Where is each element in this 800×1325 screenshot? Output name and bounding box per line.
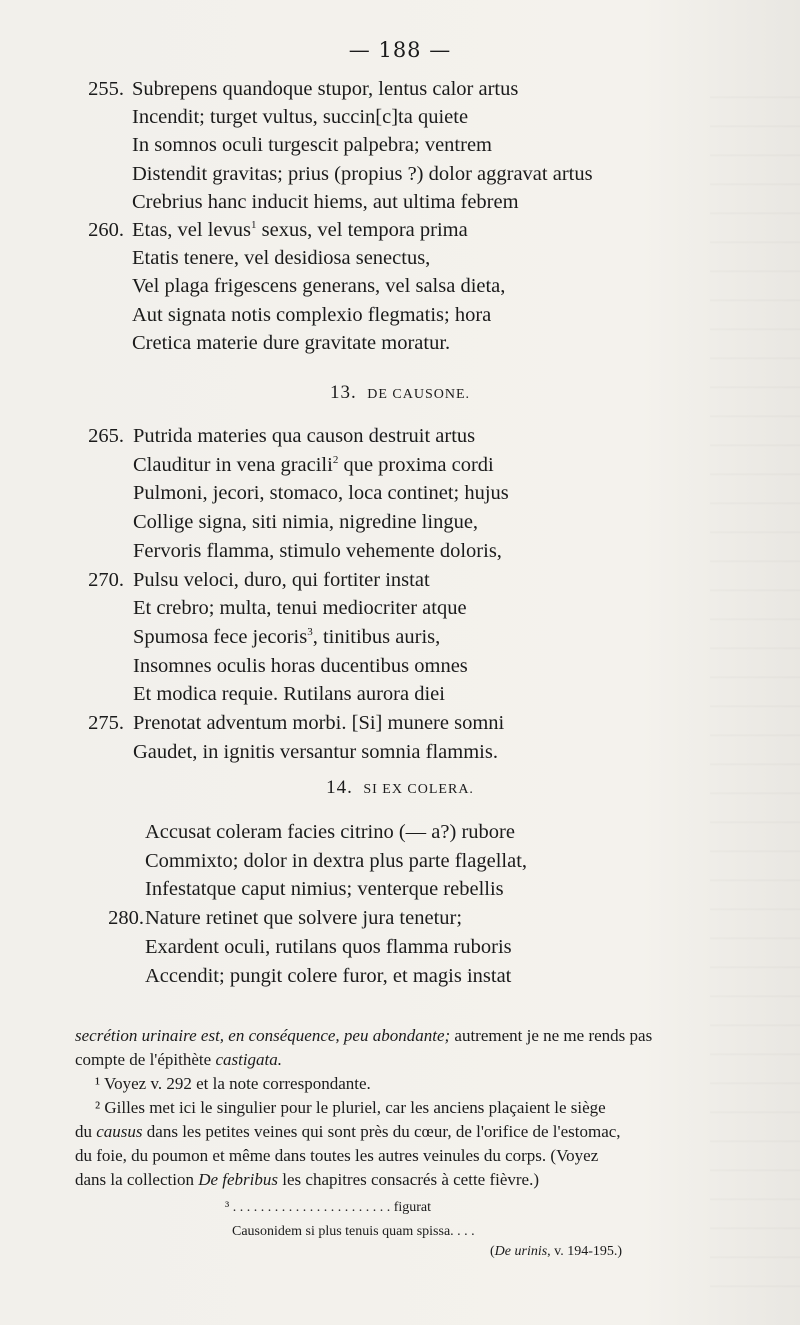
footnote-2-line-4 xyxy=(75,1168,795,1192)
verse-text xyxy=(133,737,498,767)
verse-text-part: Putrida materies qua causon destruit artus xyxy=(133,425,476,447)
verse-text xyxy=(133,450,494,480)
section-title: DE CAUSONE. xyxy=(367,387,471,402)
verse-text xyxy=(132,215,468,245)
footnote-text: du xyxy=(75,1122,97,1141)
verse-text-part: Fervoris flamma, stimulo vehemente doloris, xyxy=(133,539,502,562)
verse-text-part: Et crebro; multa, tenui mediocriter atque xyxy=(133,597,467,620)
footnote-3-line-2: Causonidem si plus tenuis quam spissa. . . . xyxy=(232,1224,475,1239)
verse-number: 255. xyxy=(88,78,124,100)
verse-text xyxy=(132,187,519,217)
verse-text xyxy=(133,651,468,681)
verse-text xyxy=(132,328,450,358)
verse-number: 265. xyxy=(88,425,124,447)
section-heading-13 xyxy=(0,382,800,404)
section-number: 13. xyxy=(329,382,357,403)
footnote-text: ( xyxy=(490,1244,495,1259)
verse-number: 260. xyxy=(88,219,124,241)
verse-text xyxy=(132,102,468,132)
verse-text xyxy=(133,622,440,652)
verse-text-part: Pulmoni, jecori, stomaco, loca continet; hujus xyxy=(133,482,509,505)
footnote-text: autrement je ne me rends pas xyxy=(450,1026,653,1045)
verse-text-part: Vel plaga frigescens generans, vel salsa dieta, xyxy=(132,275,506,298)
verse-text xyxy=(132,300,491,330)
verse-text-part: Etatis tenere, vel desidiosa senectus, xyxy=(132,247,431,270)
verse-text-part: que proxima cordi xyxy=(338,453,494,476)
verse-text xyxy=(132,74,518,104)
verse-text xyxy=(133,507,478,537)
verse-text xyxy=(132,159,593,189)
footnote-2-line-2 xyxy=(75,1120,795,1144)
footnote-text: dans les petites veines qui sont près du cœur, de l'orifice de l'estomac, xyxy=(142,1122,621,1141)
verse-text xyxy=(132,130,492,160)
verse-text-part: Pulsu veloci, duro, qui fortiter instat xyxy=(133,568,430,591)
verse-text xyxy=(133,478,509,508)
verse-text-part: In somnos oculi turgescit palpebra; ventrem xyxy=(132,134,492,157)
footnote-italic-text: secrétion urinaire est, en conséquence, peu abondante; xyxy=(75,1026,451,1045)
verse-text xyxy=(132,271,505,301)
footnote-2-line-3: du foie, du poumon et même dans toutes les autres veinules du corps. (Voyez xyxy=(75,1146,599,1165)
verse-text-part: Nature retinet que solvere jura tenetur; xyxy=(145,907,463,930)
verse-text xyxy=(145,961,511,991)
verse-text-part: Etas, vel levus xyxy=(132,219,251,241)
verse-text-part: Insomnes oculis horas ducentibus omnes xyxy=(133,654,468,677)
footnote-italic-text: De urinis xyxy=(494,1244,548,1259)
verse-text-part: Gaudet, in ignitis versantur somnia flammis. xyxy=(133,740,498,763)
section-number: 14. xyxy=(326,777,353,798)
verse-text-part: Crebrius hanc inducit hiems, aut ultima febrem xyxy=(132,190,519,213)
verse-number: 280. xyxy=(108,907,144,930)
verse-text-part: Collige signa, siti nimia, nigredine lingue, xyxy=(133,511,479,534)
verse-text-part: Cretica materie dure gravitate moratur. xyxy=(132,331,451,354)
footnote-text: compte de l'épithète xyxy=(75,1050,216,1069)
verse-text xyxy=(145,817,515,847)
verse-text-part: Infestatque caput nimius; venterque rebellis xyxy=(145,878,504,901)
verse-text-part: Commixto; dolor in dextra plus parte flagellat, xyxy=(145,849,528,872)
section-title: SI EX COLERA. xyxy=(363,782,474,797)
verse-text-part: Et modica requie. Rutilans aurora diei xyxy=(133,683,445,706)
verse-text-part: sexus, vel tempora prima xyxy=(256,219,468,241)
verse-text xyxy=(133,708,504,738)
footnote-text: les chapitres consacrés à cette fièvre.) xyxy=(278,1170,540,1189)
verse-text-part: Distendit gravitas; prius (propius ?) dolor aggravat artus xyxy=(132,162,593,185)
footnote-marker: 2 xyxy=(332,453,339,466)
verse-text xyxy=(145,903,462,933)
footnote-marker: 3 xyxy=(307,626,313,639)
footnote-continuation-2 xyxy=(75,1048,795,1072)
footnote-marker: 1 xyxy=(251,219,257,232)
footnote-text: , v. 194-195.) xyxy=(547,1244,623,1259)
verse-text-part: Aut signata notis complexio flegmatis; hora xyxy=(132,303,492,326)
verse-text-part: Spumosa fece jecoris xyxy=(133,625,308,648)
verse-text xyxy=(132,243,430,273)
verse-text xyxy=(133,679,445,709)
verse-text xyxy=(133,565,430,595)
verse-text-part: , tinitibus auris, xyxy=(312,625,441,648)
verse-text-part: Clauditur in vena gracili xyxy=(133,453,333,476)
verse-text-part: Subrepens quandoque stupor, lentus calor artus xyxy=(132,78,519,100)
verse-text-part: Incendit; turget vultus, succin[c]ta quiete xyxy=(132,106,469,129)
verse-text-part: Prenotat adventum morbi. [Si] munere somni xyxy=(133,712,505,734)
verse-text-part: Accendit; pungit colere furor, et magis instat xyxy=(145,964,512,987)
verse-text xyxy=(133,536,502,566)
footnote-3-citation xyxy=(490,1240,710,1264)
footnote-2-line-1: ² Gilles met ici le singulier pour le pluriel, car les anciens plaçaient le siège xyxy=(95,1098,606,1117)
footnote-italic-text: castigata. xyxy=(215,1050,283,1069)
footnote-text: dans la collection xyxy=(75,1170,199,1189)
verse-text xyxy=(133,421,475,451)
footnote-continuation xyxy=(75,1024,795,1048)
verse-text-part: Exardent oculi, rutilans quos flamma ruboris xyxy=(145,935,512,958)
footnote-3-line-1: ³ . . . . . . . . . . . . . . . . . . . . . . . figurat xyxy=(225,1200,432,1215)
verse-text xyxy=(145,874,504,904)
verse-text-part: Accusat coleram facies citrino (— a?) rubore xyxy=(145,821,515,843)
verse-number: 270. xyxy=(88,568,124,591)
verse-text xyxy=(145,846,527,876)
verse-number: 275. xyxy=(88,712,124,734)
footnote-italic-text: causus xyxy=(96,1122,143,1141)
verse-text xyxy=(145,932,512,962)
section-heading-14 xyxy=(0,777,800,799)
footnote-italic-text: De febribus xyxy=(198,1170,279,1189)
verse-text xyxy=(133,593,467,623)
page-number: — 188 — xyxy=(348,38,452,62)
footnote-1: ¹ Voyez v. 292 et la note correspondante. xyxy=(95,1074,371,1093)
